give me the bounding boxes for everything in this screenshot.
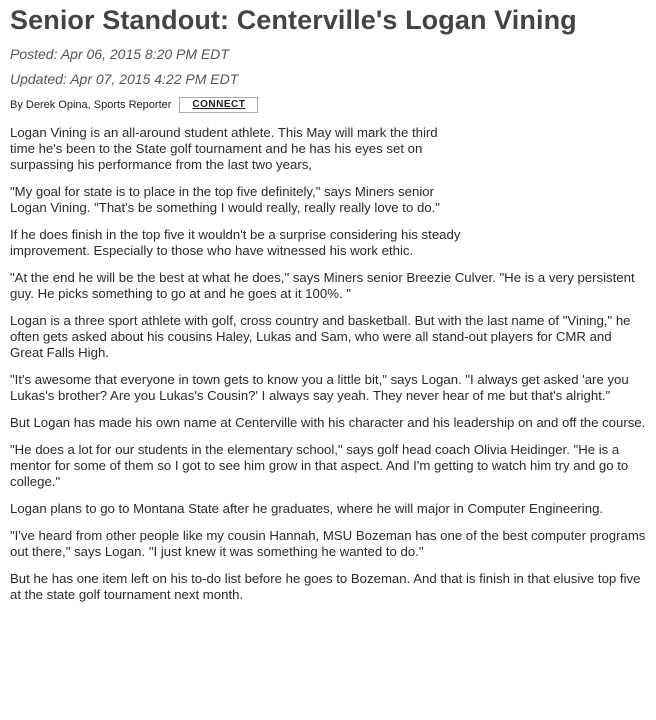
paragraph: "I've heard from other people like my cousin Hannah, MSU Bozeman has one of the best computer programs out there," says Logan. "I just knew it was something he wanted to do."	[10, 528, 646, 559]
paragraph: Logan plans to go to Montana State after he graduates, where he will major in Computer Engineering.	[10, 501, 604, 516]
paragraph: "My goal for state is to place in the top five definitely," says Miners senior Logan Vining. "That's be something I would really, really really love to do."	[10, 184, 440, 215]
paragraph: But he has one item left on his to-do list before he goes to Bozeman. And that is finish in that elusive top five at the state golf tournament next month.	[10, 571, 641, 602]
paragraph: Logan is a three sport athlete with golf, cross country and basketball. But with the last name of "Vining," he often gets asked about his cousins Haley, Lukas and Sam, who were all stand-out players for CMR and Great Falls High.	[10, 313, 631, 360]
byline	[10, 97, 646, 113]
article-body	[10, 125, 646, 603]
headline: Senior Standout: Centerville's Logan Vining	[10, 5, 577, 35]
paragraph: But Logan has made his own name at Centerville with his character and his leadership on and off the course.	[10, 415, 646, 430]
paragraph: "At the end he will be the best at what he does," says Miners senior Breezie Culver. "He is a very persistent guy. He picks something to go at and he goes at it 100%. "	[10, 270, 635, 301]
paragraph: "He does a lot for our students in the elementary school," says golf head coach Olivia Heidinger. "He is a mentor for some of them so I got to see him grow in that aspect. And I'm getting to watch him try and go to college."	[10, 442, 629, 489]
author-name: By Derek Opina, Sports Reporter	[10, 99, 172, 111]
updated-date: Updated: Apr 07, 2015 4:22 PM EDT	[10, 71, 239, 87]
paragraph: "It's awesome that everyone in town gets to know you a little bit," says Logan. "I always get asked 'are you Lukas's brother? Are you Lukas's Cousin?' I always say yeah. They never hear of me but that's alright."	[10, 372, 629, 403]
connect-button[interactable]: CONNECT	[179, 97, 258, 113]
paragraph: Logan Vining is an all-around student athlete. This May will mark the third time he's been to the State golf tournament and he has his eyes set on surpassing his performance from the last two years,	[10, 125, 438, 172]
paragraph: If he does finish in the top five it wouldn't be a surprise considering his steady improvement. Especially to those who have witnessed his work ethic.	[10, 227, 461, 258]
posted-date: Posted: Apr 06, 2015 8:20 PM EDT	[10, 46, 229, 62]
